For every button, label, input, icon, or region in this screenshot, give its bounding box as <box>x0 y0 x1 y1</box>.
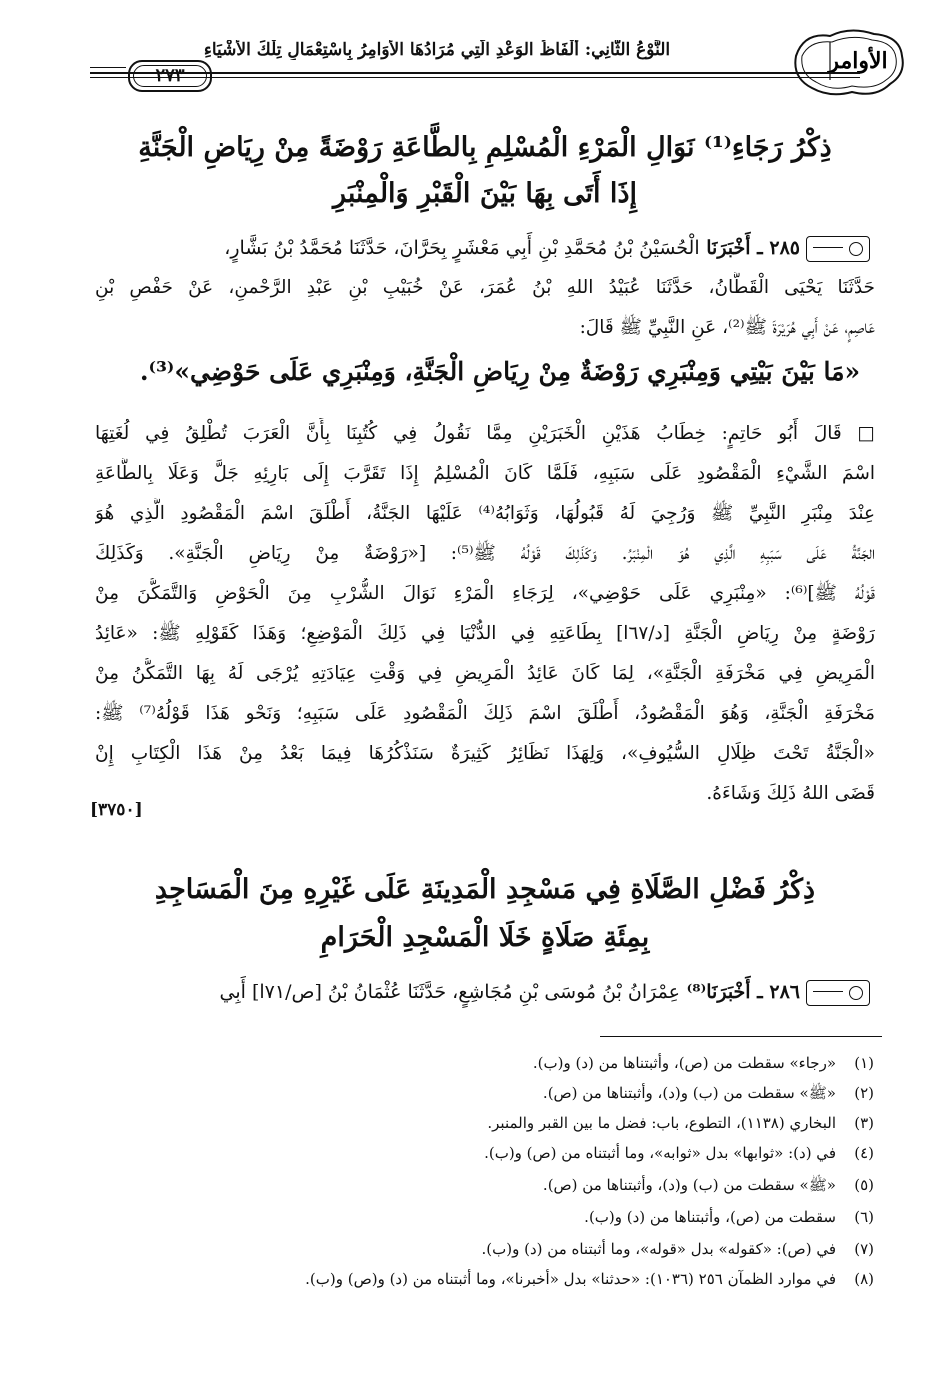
hadith-number-label: ٢٨٦ ـ أَخْبَرَنَا⁽⁸⁾ <box>686 981 800 1003</box>
commentary-line: قَوْلُهُ ﷺ]⁽⁶⁾: «مِنْبَرِي عَلَى حَوْضِي»، لِرَجَاءِ الْمَرْءِ نَوَالَ الشُّرْبِ مِنَ الْحَوْضِ وَالتَّمَكُّنَ مِنْ <box>95 583 875 604</box>
footnote: (٥)«ﷺ» سقطت من (ب) و(د)، وأثبتناها من (ص). <box>542 1176 874 1194</box>
hadith-285-line3: عَاصِمٍ، عَنْ أَبِي هُرَيْرَةَ ﷺ⁽²⁾، عَنِ النَّبِيِّ ﷺ قَالَ: <box>579 317 875 338</box>
book-emblem-icon <box>790 22 908 100</box>
footnote: (٦)سقطت من (ص)، وأثبتناها من (د) و(ب). <box>584 1208 874 1226</box>
emblem-text: الأوامر <box>828 48 888 74</box>
hadith-285-line2: حَدَّثَنَا يَحْيَى الْقَطَّانُ، حَدَّثَنَا عُبَيْدُ اللهِ بْنُ عُمَرَ، عَنْ خُبَيْبِ بْنِ عَبْدِ الرَّحْمنِ، عَنْ حَفْصِ بْنِ <box>95 277 875 298</box>
header-rule <box>90 72 860 74</box>
commentary-line: «الْجَنَّةُ تَحْتَ ظِلَالِ السُّيُوفِ»، وَلِهَذَا نَظَائِرُ كَثِيرَةٌ سَنَذْكُرُهَا فِيمَا بَعْدُ مِنْ هَذَا الْكِتَابِ إِنْ <box>95 743 875 764</box>
footnote: (١)«رجاء» سقطت من (ص)، وأثبتناها من (د) و(ب). <box>532 1054 874 1072</box>
hadith-285-quote: «مَا بَيْنَ بَيْتِي وَمِنْبَرِي رَوْضَةٌ مِنْ رِيَاضِ الْجَنَّةِ، وَمِنْبَرِي عَلَى حَوْضِي»⁽³⁾. <box>139 357 861 386</box>
commentary-line: الجَنَّةُ عَلَى سَبَبِهِ الَّذِي هُوَ الْمِنْبَرُ. وَكَذَلِكَ قَوْلُهُ ﷺ⁽⁵⁾: [«رَوْضَةٌ مِنْ رِيَاضِ الْجَنَّةِ». وَكَذَلِكَ <box>95 543 875 564</box>
page-number: ٢٧٣ <box>128 60 212 92</box>
section-heading-2-line2: بِمِئَةِ صَلَاةٍ خَلَا الْمَسْجِدِ الْحَرَامِ <box>320 922 650 953</box>
section-heading-1-line1: ذِكْرُ رَجَاءِ⁽¹⁾ نَوَالِ الْمَرْءِ الْمُسْلِمِ بِالطَّاعَةِ رَوْضَةً مِنْ رِيَاضِ الْجَنَّةِ <box>138 132 832 163</box>
section-heading-1-line2: إِذَا أَتَى بِهَا بَيْنَ الْقَبْرِ وَالْمِنْبَرِ <box>333 178 637 209</box>
commentary-line: مَخْرَفَةِ الْجَنَّةِ، وَهُوَ الْمَقْصُودُ، أَطْلَقَ اسْمَ ذَلِكَ الْمَقْصُودِ عَلَى سَبَبِهِ؛ وَنَحْو هَذَا قَوْلُهُ⁽⁷⁾ ﷺ: <box>95 703 875 724</box>
hadith-286-chain: عِمْرَانُ بْنُ مُوسَى بْنِ مُجَاشِعٍ، حَدَّثَنَا عُثْمَانُ بْنُ [ص/٧١ا] أَبِي <box>219 981 680 1003</box>
hadith-number-label: ٢٨٥ ـ أَخْبَرَنَا <box>706 237 800 259</box>
commentary-line: الْمَرِيضِ فِي مَخْرَفَةِ الْجَنَّةِ»، لِمَا كَانَ عَائِدُ الْمَرِيضِ فِي وَقْتِ عِيَادَتِهِ يُرْجَى لَهُ بِهَا التَّمَكُّنُ مِنْ <box>95 663 875 684</box>
commentary-line: قَضَى اللهُ ذَلِكَ وَشَاءَهُ. <box>706 783 875 804</box>
commentary-line: □ قَالَ أَبُو حَاتِمٍ: خِطَابُ هَذَيْنِ الْخَبَرَيْنِ مِمَّا نَقُولُ فِي كُتُبِنَا بِأَنَّ الْعَرَبَ تُطْلِقُ فِي لُغَتِهَا <box>95 423 875 444</box>
hadith-286-line1 <box>95 976 870 1008</box>
hadith-badge-icon <box>806 980 870 1006</box>
section-heading-2-line1: ذِكْرُ فَضْلِ الصَّلَاةِ فِي مَسْجِدِ الْمَدِينَةِ عَلَى غَيْرِهِ مِنَ الْمَسَاجِدِ <box>154 874 816 905</box>
hadith-285-line1 <box>95 232 870 264</box>
footnote: (٢)«ﷺ» سقطت من (ب) و(د)، وأثبتناها من (ص). <box>542 1084 874 1102</box>
footnote: (٣)البخاري (١١٣٨)، التطوع، باب: فضل ما بين القبر والمنبر. <box>487 1114 874 1132</box>
hadith-285-chain: الْحُسَيْنُ بْنُ مُحَمَّدِ بْنِ أَبِي مَعْشَرٍ بِحَرَّانَ، حَدَّثَنَا مُحَمَّدُ بْنُ بَشَّارٍ، <box>224 237 700 259</box>
header-rule-thin <box>90 77 860 78</box>
hadith-badge-icon <box>806 236 870 262</box>
commentary-line: عِنْدَ مِنْبَرِ النَّبِيِّ ﷺ وَرُجِيَ لَهُ قَبُولُهَا، وَثَوَابُهُ⁽⁴⁾ عَلَيْهَا الجَنَّةُ، أَطْلَقَ اسْمَ الْمَقْصُودِ الَّذِي هُوَ <box>95 503 875 524</box>
running-header: النَّوْعُ الثَّانِي: أَلْفَاظُ الوَعْدِ الَّتِي مُرَادُهَا الأَوَامِرُ بِاسْتِعْمَالِ تِلْكَ الأَشْيَاءِ <box>203 40 671 60</box>
commentary-line: رَوْضَةٍ مِنْ رِيَاضِ الْجَنَّةِ [د/٦٧ا] بِطَاعَتِهِ فِي الدُّنْيَا فِي ذَلِكَ الْمَوْضِعِ؛ وَهَذَا كَقَوْلِهِ ﷺ: «عَائِدُ <box>95 623 875 644</box>
reference-number: [٣٧٥٠] <box>90 800 143 820</box>
footnote: (٨)في موارد الظمآن ٢٥٦ (١٠٣٦): «حدثنا» بدل «أخبرنا»، وما أثبتناه من (د) و(ص) و(ب). <box>305 1270 874 1288</box>
footnote: (٤)في (د): «ثوابها» بدل «ثوابه»، وما أثبتناه من (ص) و(ب). <box>484 1144 874 1162</box>
footnote: (٧)في (ص): «كقوله» بدل «قوله»، وما أثبتناه من (د) و(ب). <box>481 1240 874 1258</box>
commentary-line: اسْمَ الشَّيْءِ الْمَقْصُودِ عَلَى سَبَبِهِ، فَلَمَّا كَانَ الْمُسْلِمُ إِذَا تَقَرَّبَ إِلَى بَارِئِهِ جَلَّ وَعَلَا بِالطَّاعَةِ <box>95 463 875 484</box>
footnote-rule <box>600 1036 882 1037</box>
